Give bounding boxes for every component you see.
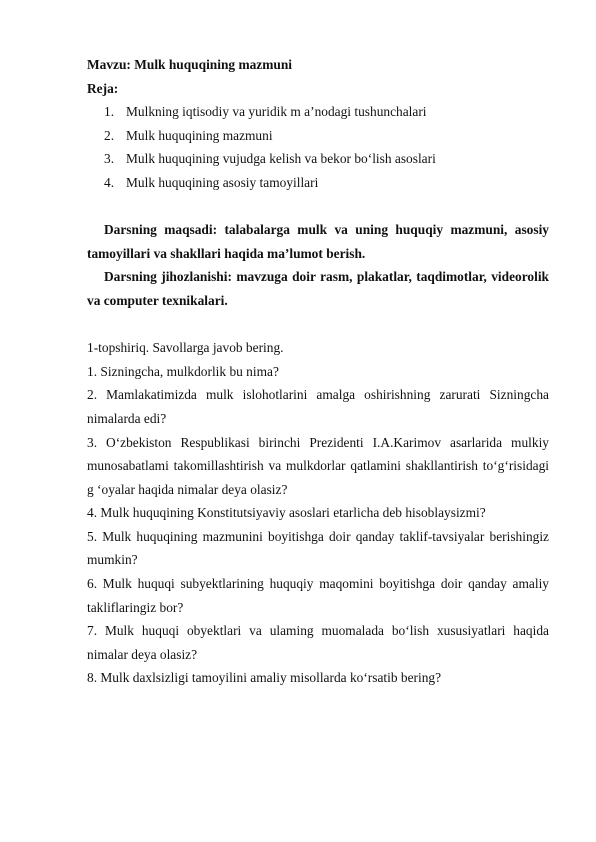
- plan-item-text: Mulk huquqining vujudga kelish va bekor bo‘lish asoslari: [126, 151, 436, 167]
- plan-item: [87, 171, 549, 195]
- question-item: 8. Mulk daxlsizligi tamoyilini amaliy misollarda ko‘rsatib bering?: [87, 670, 442, 686]
- plan-item: [87, 147, 549, 171]
- spacer: [87, 195, 549, 219]
- lesson-goal: Darsning maqsadi: talabalarga mulk va uning huquqiy mazmuni, asosiy tamoyillari va shakllari haqida ma’lumot berish.: [87, 222, 549, 261]
- question-item: 4. Mulk huquqining Konstitutsiyaviy asoslari etarlicha deb hisoblaysizmi?: [87, 505, 486, 521]
- plan-item-text: Mulk huquqining asosiy tamoyillari: [126, 174, 319, 190]
- plan-item-number: 1.: [104, 104, 115, 120]
- plan-item: [87, 100, 549, 124]
- question-item: 6. Mulk huquqi subyektlarining huquqiy maqomini boyitishga doir qanday amaliy takliflaringiz bor?: [87, 576, 549, 615]
- topic-heading: Mavzu: Mulk huquqining mazmuni: [87, 57, 293, 72]
- plan-item-number: 4.: [104, 174, 115, 190]
- question-item: 5. Mulk huquqining mazmunini boyitishga doir qanday taklif-tavsiyalar berishingiz mumkin?: [87, 528, 549, 568]
- task-heading: 1-topshiriq. Savollarga javob bering.: [87, 340, 284, 356]
- plan-item: [87, 124, 549, 148]
- question-item: 1. Sizningcha, mulkdorlik bu nima?: [87, 363, 279, 379]
- plan-list: [87, 100, 549, 194]
- plan-item-text: Mulkning iqtisodiy va yuridik m a’nodagi tushunchalari: [126, 104, 427, 120]
- question-item: 7. Mulk huquqi obyektlari va ulaming muomalada bo‘lish xususiyatlari haqida nimalar deya olasiz?: [87, 623, 549, 662]
- plan-heading: Reja:: [87, 80, 119, 96]
- plan-item-number: 3.: [104, 151, 115, 167]
- question-item: 3. O‘zbekiston Respublikasi birinchi Prezidenti I.A.Karimov asarlarida mulkiy munosabatlami takomillashtirish va mulkdorlar qatlamini shakllantirish to‘g‘risidagi g ‘oyalar haqida nimalar deya olasiz?: [87, 434, 549, 497]
- question-item: 2. Mamlakatimizda mulk islohotlarini amalga oshirishning zarurati Sizningcha nimalarda edi?: [87, 387, 549, 426]
- lesson-equipment: Darsning jihozlanishi: mavzuga doir rasm, plakatlar, taqdimotlar, videorolik va computer texnikalari.: [87, 269, 549, 308]
- document-page: [87, 53, 549, 690]
- plan-item-text: Mulk huquqining mazmuni: [126, 127, 273, 143]
- spacer: [87, 313, 549, 337]
- plan-item-number: 2.: [104, 127, 115, 143]
